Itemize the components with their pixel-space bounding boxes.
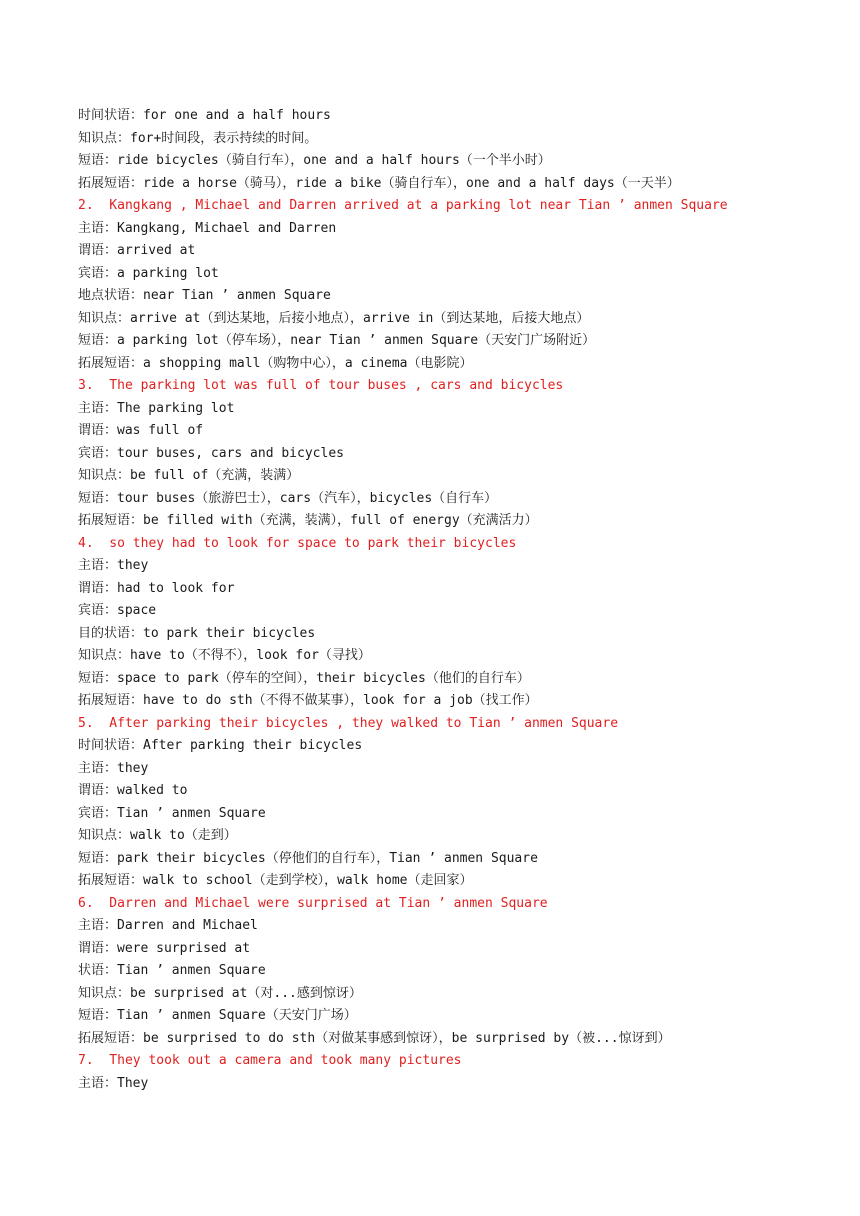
analysis-line: 主语：they (78, 558, 149, 573)
analysis-line: 时间状语：for one and a half hours (78, 108, 331, 123)
analysis-line: 短语：Tian ’ anmen Square（天安门广场） (78, 1008, 357, 1023)
sentence-heading: 7. They took out a camera and took many pictures (78, 1053, 462, 1068)
sentence-heading: 2. Kangkang , Michael and Darren arrived at a parking lot near Tian ’ anmen Square (78, 198, 728, 213)
analysis-line: 主语：The parking lot (78, 400, 235, 416)
analysis-line: 短语：tour buses（旅游巴士），cars（汽车），bicycles（自行车） (78, 490, 498, 506)
analysis-line: 宾语：tour buses, cars and bicycles (78, 445, 344, 461)
analysis-line: 短语：a parking lot（停车场），near Tian ’ anmen Square（天安门广场附近） (78, 333, 596, 348)
analysis-line: 拓展短语：ride a horse（骑马），ride a bike（骑自行车），one and a half days（一天半） (78, 175, 680, 191)
analysis-line: 地点状语：near Tian ’ anmen Square (78, 288, 331, 303)
sentence-heading: 3. The parking lot was full of tour buses , cars and bicycles (78, 378, 564, 393)
analysis-line: 知识点：be surprised at（对...感到惊讶） (78, 985, 362, 1001)
analysis-line: 谓语：arrived at (78, 243, 196, 258)
analysis-line: 宾语：space (78, 603, 157, 618)
analysis-line: 拓展短语：be surprised to do sth（对做某事感到惊讶），be surprised by（被...惊讶到） (78, 1030, 671, 1046)
analysis-line: 短语：ride bicycles（骑自行车），one and a half hours（一个半小时） (78, 153, 551, 168)
analysis-line: 知识点：arrive at（到达某地，后接小地点），arrive in（到达某地，后接大地点） (78, 310, 590, 326)
analysis-line: 知识点：have to（不得不），look for（寻找） (78, 648, 371, 663)
analysis-line: 谓语：were surprised at (78, 940, 251, 956)
analysis-line: 知识点：walk to（走到） (78, 828, 237, 843)
analysis-line: 知识点：for+时间段，表示持续的时间。 (78, 130, 318, 146)
analysis-line: 拓展短语：walk to school（走到学校），walk home（走回家） (78, 873, 473, 888)
sentence-heading: 5. After parking their bicycles , they walked to Tian ’ anmen Square (78, 715, 619, 731)
analysis-line: 拓展短语：be filled with（充满，装满），full of energy（充满活力） (78, 513, 538, 528)
analysis-line: 拓展短语：have to do sth（不得不做某事），look for a job（找工作） (78, 693, 538, 708)
sentence-heading: 4. so they had to look for space to park their bicycles (78, 535, 517, 551)
sentence-heading: 6. Darren and Michael were surprised at Tian ’ anmen Square (78, 895, 548, 911)
analysis-line: 主语：Kangkang, Michael and Darren (78, 220, 337, 236)
analysis-line: 谓语：walked to (78, 783, 188, 798)
analysis-line: 状语：Tian ’ anmen Square (78, 963, 266, 978)
analysis-line: 知识点：be full of（充满，装满） (78, 468, 300, 483)
analysis-line: 短语：park their bicycles（停他们的自行车），Tian ’ anmen Square (78, 850, 538, 866)
analysis-line: 主语：Darren and Michael (78, 918, 258, 933)
analysis-line: 宾语：Tian ’ anmen Square (78, 805, 266, 821)
analysis-line: 时间状语：After parking their bicycles (78, 738, 363, 753)
analysis-line: 短语：space to park（停车的空间），their bicycles（他们的自行车） (78, 670, 530, 686)
analysis-line: 宾语：a parking lot (78, 265, 219, 281)
analysis-line: 主语：they (78, 760, 149, 776)
analysis-line: 主语：They (78, 1075, 149, 1091)
analysis-line: 谓语：had to look for (78, 580, 235, 596)
document-body (78, 105, 818, 1095)
analysis-line: 拓展短语：a shopping mall（购物中心），a cinema（电影院） (78, 355, 473, 371)
analysis-line: 谓语：was full of (78, 423, 204, 438)
analysis-line: 目的状语：to park their bicycles (78, 625, 316, 641)
